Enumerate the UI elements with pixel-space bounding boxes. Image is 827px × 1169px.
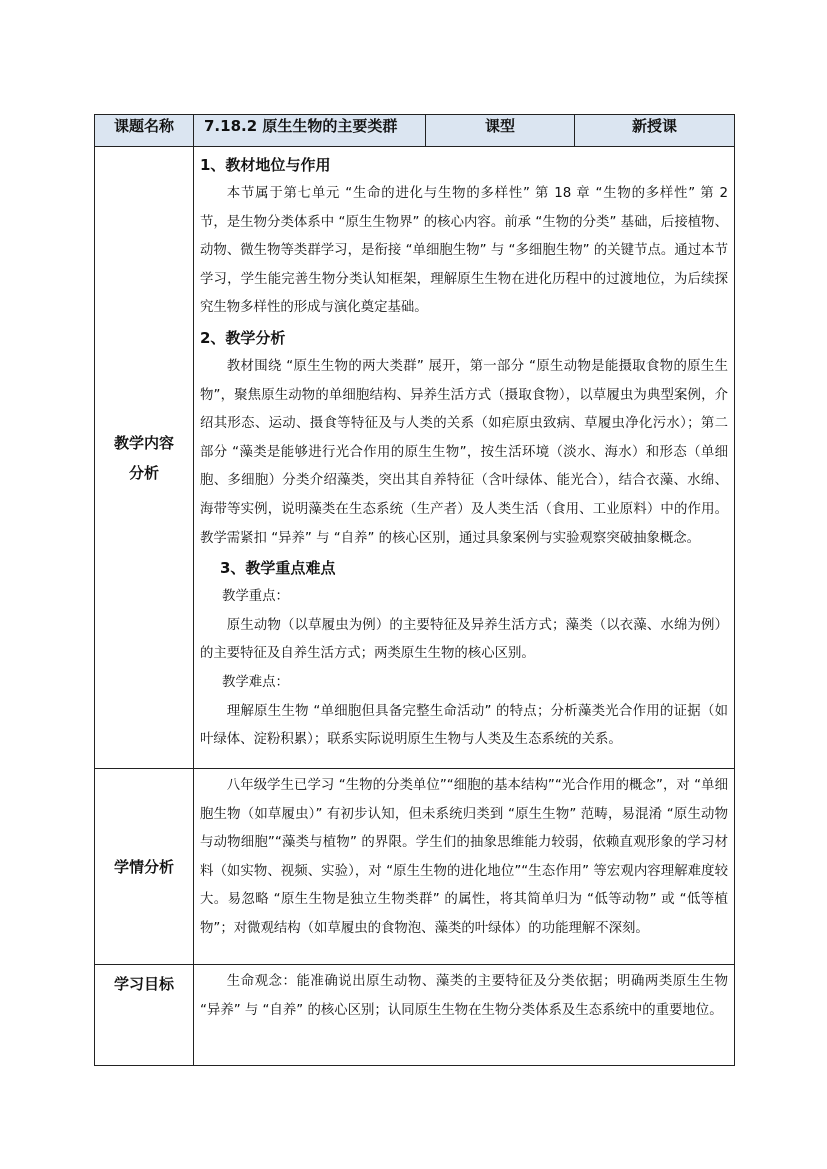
difficulties-text: 理解原生生物 “单细胞但具备完整生命活动” 的特点；分析藻类光合作用的证据（如叶绿体、淀粉积累）；联系实际说明原生生物与人类及生态系统的关系。 [200,703,728,748]
student-analysis-text: 八年级学生已学习 “生物的分类单位”“细胞的基本结构”“光合作用的概念”，对 “单细胞生物（如草履虫）” 有初步认知，但未系统归类到 “原生生物” 范畴，易混淆 “原生动物与动物细胞”“藻类与植物” 的界限。学生们的抽象思维能力较弱，依赖直观形象的学习材料（如实物、视频、实验），对 “原生生物的进化地位”“生态作用” 等宏观内容理解难度较大。易忽略 “原生生物是独立生物类群” 的属性，将其简单归为 “低等动物” 或 “低等植物”；对微观结构（如草履虫的食物泡、藻类的叶绿体）的功能理解不深刻。 [200,778,728,936]
key-points-label: 教学重点： [222,589,289,605]
content-analysis-label-line2: 分析 [128,463,159,482]
topic-value: 7.18.2 原生生物的主要类群 [194,115,426,147]
type-label: 课型 [426,115,575,147]
section-3-title: 3、教学重点难点 [220,559,336,578]
lesson-plan-table [94,114,735,1066]
content-analysis-body [194,147,735,769]
difficulties-label: 教学难点： [222,674,289,690]
objectives-row [95,965,735,1066]
student-analysis-body [194,769,735,965]
student-analysis-label: 学情分析 [95,769,194,965]
content-analysis-row [95,147,735,769]
section-2-title: 2、教学分析 [200,328,286,347]
section-1-text: 本节属于第七单元 “生命的进化与生物的多样性” 第 18 章 “生物的多样性” 第 2 节，是生物分类体系中 “原生生物界” 的核心内容。前承 “生物的分类” 基础，后接植物、动物、微生物等类群学习，是衔接 “单细胞生物” 与 “多细胞生物” 的关键节点。通过本节学习，学生能完善生物分类认知框架，理解原生生物在进化历程中的过渡地位，为后续探究生物多样性的形成与演化奠定基础。 [200,186,728,316]
student-analysis-row [95,769,735,965]
type-value: 新授课 [575,115,735,147]
header-row [95,115,735,147]
objectives-text: 生命观念：能准确说出原生动物、藻类的主要特征及分类依据；明确两类原生生物 “异养” 与 “自养” 的核心区别；认同原生生物在生物分类体系及生态系统中的重要地位。 [200,974,728,1018]
topic-label: 课题名称 [95,115,194,147]
content-analysis-label [95,147,194,769]
key-points-text: 原生动物（以草履虫为例）的主要特征及异养生活方式；藻类（以衣藻、水绵为例）的主要特征及自养生活方式；两类原生生物的核心区别。 [200,617,728,662]
content-analysis-label-line1: 教学内容 [113,433,174,452]
section-2-text: 教材围绕 “原生生物的两大类群” 展开，第一部分 “原生动物是能摄取食物的原生生物”，聚焦原生动物的单细胞结构、异养生活方式（摄取食物），以草履虫为典型案例，介绍其形态、运动、摄食等特征及与人类的关系（如疟原虫致病、草履虫净化污水）；第二部分 “藻类是能够进行光合作用的原生生物”，按生活环境（淡水、海水）和形态（单细胞、多细胞）分类介绍藻类，突出其自养特征（含叶绿体、能光合），结合衣藻、水绵、海带等实例，说明藻类在生态系统（生产者）及人类生活（食用、工业原料）中的作用。教学需紧扣 “异养” 与 “自养” 的核心区别，通过具象案例与实验观察突破抽象概念。 [200,358,728,546]
section-1-title: 1、教材地位与作用 [200,156,331,174]
objectives-body [194,965,735,1066]
objectives-label: 学习目标 [95,965,194,1066]
